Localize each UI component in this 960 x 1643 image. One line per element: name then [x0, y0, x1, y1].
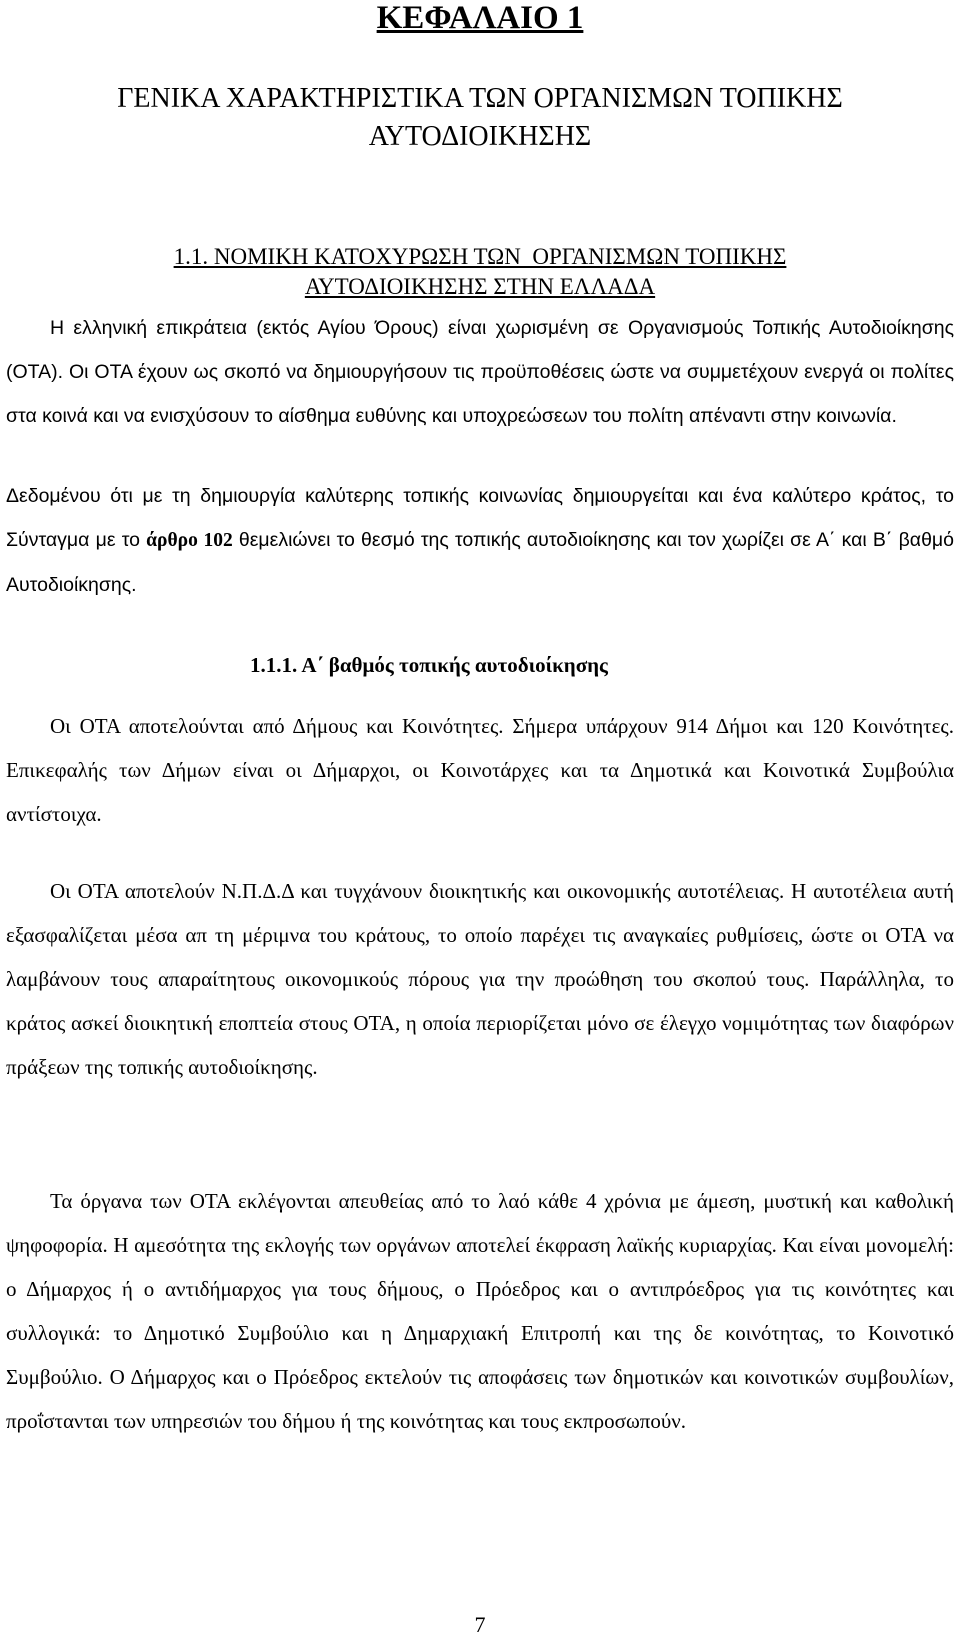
paragraph-2-text-before: Δεδομένου ότι με τη δημιουργία καλύτερης τοπικής κοινωνίας δημιουργείται και ένα καλύτερο κράτος, το Σύνταγμα με το: [6, 485, 954, 551]
page-number: 7: [474, 1612, 486, 1637]
section-heading-line-1: 1.1. ΝΟΜΙΚΗ ΚΑΤΟΧΥΡΩΣΗ ΤΩΝ ΟΡΓΑΝΙΣΜΩΝ ΤΟΠΙΚΗΣ: [173, 244, 787, 269]
chapter-title: [0, 80, 960, 156]
subsection-heading: 1.1.1. Α΄ βαθμός τοπικής αυτοδιοίκησης: [250, 653, 608, 677]
chapter-title-line-1: ΓΕΝΙΚΑ ΧΑΡΑΚΤΗΡΙΣΤΙΚΑ ΤΩΝ ΟΡΓΑΝΙΣΜΩΝ ΤΟΠΙΚΗΣ: [117, 83, 843, 114]
paragraph-3: Οι ΟΤΑ αποτελούνται από Δήμους και Κοινότητες. Σήμερα υπάρχουν 914 Δήμοι και 120 Κοινότητες. Επικεφαλής των Δήμων είναι οι Δήμαρχοι, οι Κοινοτάρχες και τα Δημοτικά και Κοινοτικά Συμβούλια αντίστοιχα.: [6, 714, 954, 826]
section-heading-line-2: ΑΥΤΟΔΙΟΙΚΗΣΗΣ ΣΤΗΝ ΕΛΛΑΔΑ: [304, 274, 656, 299]
chapter-heading: ΚΕΦΑΛΑΙΟ 1: [376, 0, 584, 36]
chapter-title-line-2: ΑΥΤΟΔΙΟΙΚΗΣΗΣ: [368, 121, 592, 152]
paragraph-2-bold-article: άρθρο 102: [146, 530, 233, 551]
section-heading: [0, 242, 960, 302]
paragraph-5: Τα όργανα των ΟΤΑ εκλέγονται απευθείας από το λαό κάθε 4 χρόνια με άμεση, μυστική και καθολική ψηφοφορία. Η αμεσότητα της εκλογής των οργάνων αποτελεί έκφραση λαϊκής κυριαρχίας. Και είναι μονομελή: ο Δήμαρχος ή ο αντιδήμαρχος για τους δήμους, ο Πρόεδρος και ο αντιπρόεδρος για τις κοινότητες και συλλογικά: το Δημοτικό Συμβούλιο και η Δημαρχιακή Επιτροπή και της δε κοινότητας, το Κοινοτικό Συμβούλιο. Ο Δήμαρχος και ο Πρόεδρος εκτελούν τις αποφάσεις των δημοτικών και κοινοτικών συμβουλίων, προΐστανται των υπηρεσιών του δήμου ή της κοινότητας και τους εκπροσωπούν.: [6, 1189, 954, 1433]
paragraph-1: Η ελληνική επικράτεια (εκτός Αγίου Όρους) είναι χωρισμένη σε Οργανισμούς Τοπικής Αυτοδιοίκησης (ΟΤΑ). Οι ΟΤΑ έχουν ως σκοπό να δημιουργήσουν τις προϋποθέσεις ώστε να συμμετέχουν ενεργά οι πολίτες στα κοινά και να ενισχύσουν το αίσθημα ευθύνης και υποχρεώσεων του πολίτη απέναντι στην κοινωνία.: [6, 317, 954, 427]
paragraph-2: [6, 474, 954, 607]
paragraph-2-text-after: θεμελιώνει το θεσμό της τοπικής αυτοδιοίκησης και τον χωρίζει σε Α΄ και Β΄ βαθμό Αυτοδιοίκησης.: [6, 529, 954, 596]
paragraph-4: Οι ΟΤΑ αποτελούν Ν.Π.Δ.Δ και τυγχάνουν διοικητικής και οικονομικής αυτοτέλειας. Η αυτοτέλεια αυτή εξασφαλίζεται μέσα απ τη μέριμνα του κράτους, το οποίο παρέχει τις αναγκαίες ρυθμίσεις, ώστε οι ΟΤΑ να λαμβάνουν τους απαραίτητους οικονομικούς πόρους για την προώθηση του σκοπού τους. Παράλληλα, το κράτος ασκεί διοικητική εποπτεία στους ΟΤΑ, η οποία περιορίζεται μόνο σε έλεγχο νομιμότητας των διαφόρων πράξεων της τοπικής αυτοδιοίκησης.: [6, 879, 954, 1079]
